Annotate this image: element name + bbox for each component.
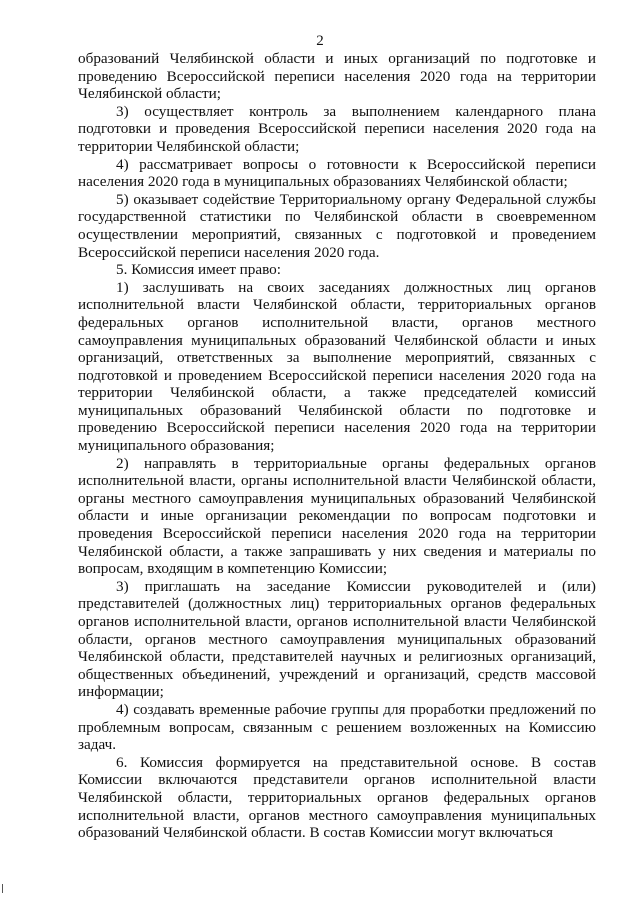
paragraph-item-3-control: 3) осуществляет контроль за выполнением календарного плана подготовки и проведения Всероссийской переписи населения 2020 года на территории Челябинской области; xyxy=(78,102,596,155)
scan-edge-mark xyxy=(2,884,3,893)
paragraph-right-3-inviting: 3) приглашать на заседание Комиссии руководителей и (или) представителей (должностных лиц) территориальных органов федеральных органов исполнительной власти, органов исполнительной власти Челябинской области, органов местного самоуправления муниципальных образований Челябинской области, представителей научных и религиозных организаций, общественных объединений, учреждений и организаций, средств массовой информации; xyxy=(78,577,596,701)
paragraph-section-6-composition: 6. Комиссия формируется на представительной основе. В состав Комиссии включаются представители органов исполнительной власти Челябинской области, территориальных органов федеральных органов исполнительной власти, органов местного самоуправления муниципальных образований Челябинской области. В состав Комиссии могут включаться xyxy=(78,753,596,842)
paragraph-continuation: образований Челябинской области и иных организаций по подготовке и проведению Всероссийской переписи населения 2020 года на территории Челябинской области; xyxy=(78,50,596,103)
paragraph-item-4-readiness: 4) рассматривает вопросы о готовности к Всероссийской переписи населения 2020 года в муниципальных образованиях Челябинской области; xyxy=(78,155,596,191)
page-number: 2 xyxy=(316,33,324,49)
paragraph-right-1-hearing: 1) заслушивать на своих заседаниях должностных лиц органов исполнительной власти Челябинской области, территориальных органов федеральных органов исполнительной власти, органов местного самоуправления муниципальных образований Челябинской области и иных организаций, ответственных за выполнение мероприятий, связанных с подготовкой и проведением Всероссийской переписи населения 2020 года на территории Челябинской области, а также председателей комиссий муниципальных образований Челябинской области по подготовке и проведению Всероссийской переписи населения 2020 года на территории муниципального образования; xyxy=(78,278,596,455)
paragraph-right-2-recommendations: 2) направлять в территориальные органы федеральных органов исполнительной власти, органы исполнительной власти Челябинской области, органы местного самоуправления муниципальных образований Челябинской области и иные организации рекомендации по вопросам подготовки и проведения Всероссийской переписи населения 2020 года на территории Челябинской области, а также запрашивать у них сведения и материалы по вопросам, входящим в компетенцию Комиссии; xyxy=(78,454,596,578)
paragraph-item-5-assistance: 5) оказывает содействие Территориальному органу Федеральной службы государственной статистики по Челябинской области в своевременном осуществлении мероприятий, связанных с подготовкой и проведением Всероссийской переписи населения 2020 года. xyxy=(78,190,596,261)
document-body xyxy=(78,50,596,842)
paragraph-section-5-heading: 5. Комиссия имеет право: xyxy=(116,261,281,279)
paragraph-right-4-working-groups: 4) создавать временные рабочие группы для проработки предложений по проблемным вопросам, связанным с решением возложенных на Комиссию задач. xyxy=(78,700,596,754)
